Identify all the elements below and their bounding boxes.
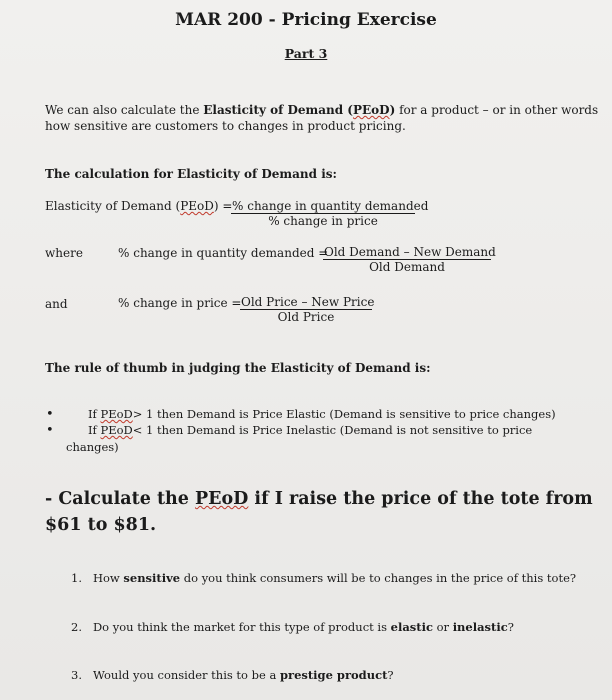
bullet-2-icon: •: [46, 423, 54, 438]
and-denominator: Old Price: [277, 310, 335, 324]
task-pre: - Calculate the: [45, 489, 195, 509]
formula-label-text: Elasticity of Demand (: [45, 199, 181, 213]
where-formula-label: % change in quantity demanded =: [118, 246, 329, 260]
intro-text: We can also calculate the: [45, 103, 204, 117]
bullet-2-pre: If: [88, 423, 101, 437]
rule-bullet-2: [88, 423, 532, 437]
bullet-1-icon: •: [46, 407, 54, 422]
formula-label: [45, 199, 232, 213]
where-label: where: [45, 246, 83, 260]
question-3-number: 3.: [71, 668, 82, 682]
question-3-post: ?: [387, 668, 394, 682]
question-2-post: ?: [507, 620, 514, 634]
intro-peod-term: PEoD: [352, 103, 390, 117]
question-2: [71, 620, 514, 634]
and-fraction: [240, 295, 375, 324]
bullet-1-pre: If: [88, 407, 101, 421]
rule-heading: The rule of thumb in judging the Elasticity of Demand is:: [45, 361, 431, 375]
question-2-bold-2: inelastic: [452, 620, 508, 634]
task-line-1: [45, 489, 593, 509]
formula-equals: ) =: [213, 199, 233, 213]
question-1: [71, 571, 576, 585]
question-2-number: 2.: [71, 620, 82, 634]
bullet-2-peod: PEoD: [100, 423, 133, 437]
question-3: [71, 668, 394, 682]
question-1-bold: sensitive: [123, 571, 181, 585]
calc-heading: The calculation for Elasticity of Demand is:: [45, 167, 337, 181]
bullet-1-text: > 1 then Demand is Price Elastic (Demand is sensitive to price changes): [132, 407, 556, 421]
where-numerator: Old Demand – New Demand: [324, 245, 496, 259]
intro-line-1: [45, 103, 598, 117]
formula-fraction: [231, 199, 429, 228]
part-heading: Part 3: [284, 46, 328, 61]
where-fraction: [323, 245, 496, 274]
question-2-pre: Do you think the market for this type of product is: [92, 620, 391, 634]
task-line-2: $61 to $81.: [45, 515, 157, 535]
question-1-pre: How: [92, 571, 124, 585]
intro-text-end: for a product – or in other words: [395, 103, 599, 117]
rule-bullet-2-cont: changes): [66, 440, 119, 454]
intro-bold-close: ): [389, 103, 396, 117]
formula-peod-term: PEoD: [180, 199, 214, 213]
task-post: if I raise the price of the tote from: [248, 489, 593, 509]
task-peod: PEoD: [194, 489, 249, 509]
question-1-post: do you think consumers will be to changes in the price of this tote?: [180, 571, 577, 585]
question-3-pre: Would you consider this to be a: [92, 668, 280, 682]
and-numerator: Old Price – New Price: [241, 295, 375, 309]
and-formula-label: % change in price =: [118, 296, 242, 310]
page-title: MAR 200 - Pricing Exercise: [175, 10, 437, 30]
where-denominator: Old Demand: [369, 260, 445, 274]
bullet-2-text: < 1 then Demand is Price Inelastic (Demand is not sensitive to price: [132, 423, 533, 437]
question-2-mid: or: [432, 620, 453, 634]
question-3-bold: prestige product: [279, 668, 388, 682]
question-2-bold: elastic: [390, 620, 433, 634]
question-1-number: 1.: [71, 571, 82, 585]
bullet-1-peod: PEoD: [100, 407, 133, 421]
intro-bold-term: Elasticity of Demand (: [203, 103, 353, 117]
intro-line-2: how sensitive are customers to changes in product pricing.: [45, 119, 406, 133]
formula-denominator: % change in price: [268, 214, 378, 228]
and-label: and: [45, 297, 68, 311]
formula-numerator: % change in quantity demanded: [232, 199, 429, 213]
rule-bullet-1: [88, 407, 556, 421]
